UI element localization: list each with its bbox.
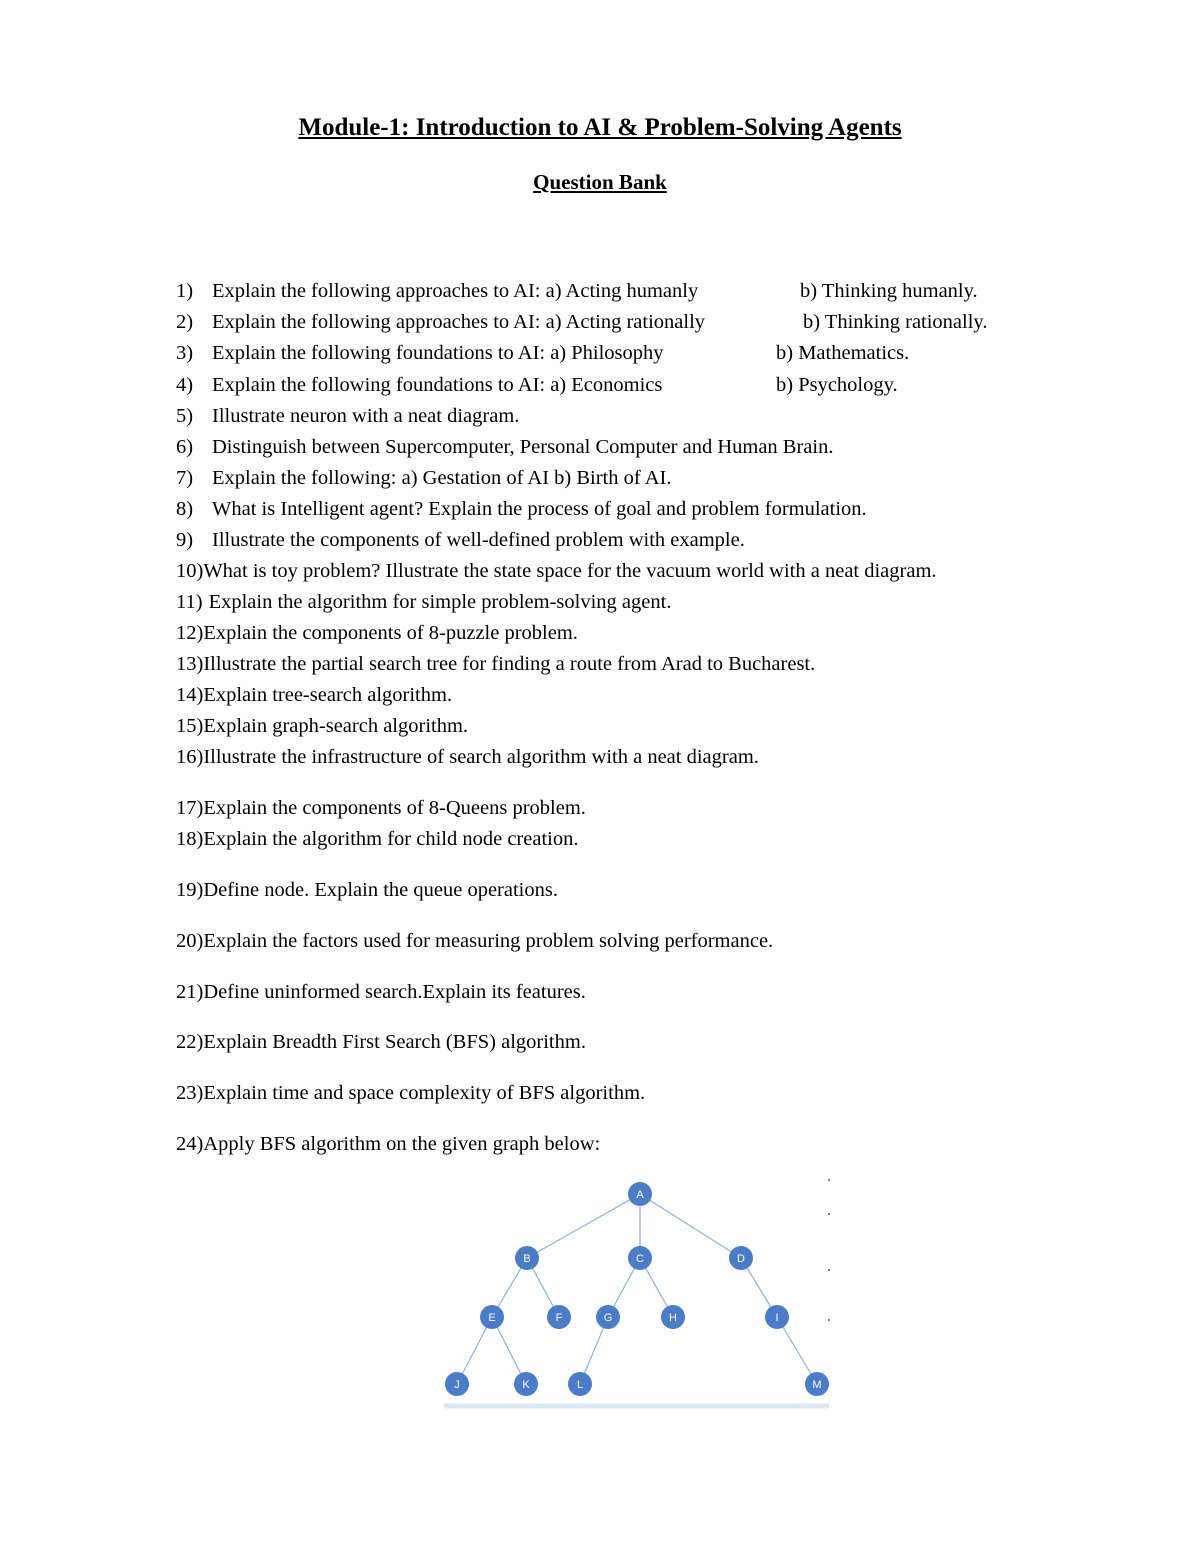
question-number: 5) [176, 405, 194, 427]
question-number: 7) [176, 467, 194, 489]
node-e [480, 1305, 504, 1329]
question-number: 19) [176, 879, 204, 901]
question-number: 21) [176, 981, 204, 1003]
node-l-label: L [576, 1379, 584, 1391]
question-19 [176, 878, 558, 902]
question-10 [176, 559, 937, 583]
question-number: 14) [176, 684, 204, 706]
edge-a-b [527, 1194, 640, 1258]
question-text: Explain the components of 8-Queens problem. [203, 797, 586, 819]
question-8 [176, 497, 867, 521]
page-subtitle: Question Bank [533, 170, 667, 194]
question-20 [176, 929, 773, 953]
question-text: Explain the following foundations to AI: a) Economics [212, 374, 663, 396]
question-number: 15) [176, 715, 204, 737]
question-text: Apply BFS algorithm on the given graph below: [203, 1133, 601, 1155]
question-6 [176, 435, 833, 459]
question-number: 8) [176, 498, 194, 520]
question-number: 3) [176, 342, 194, 364]
question-number: 18) [176, 828, 204, 850]
question-16 [176, 745, 759, 769]
question-number: 17) [176, 797, 204, 819]
question-text: What is Intelligent agent? Explain the process of goal and problem formulation. [212, 498, 867, 520]
node-c [628, 1246, 652, 1270]
node-g-label: G [603, 1312, 613, 1324]
question-number: 12) [176, 622, 204, 644]
question-number: 16) [176, 746, 204, 768]
question-text: Explain Breadth First Search (BFS) algorithm. [203, 1031, 586, 1053]
dot-2 [828, 1213, 830, 1215]
question-text: Explain the algorithm for simple problem-solving agent. [208, 591, 672, 613]
node-j [445, 1372, 469, 1396]
node-d [729, 1246, 753, 1270]
question-text: What is toy problem? Illustrate the state space for the vacuum world with a neat diagram. [203, 560, 937, 582]
node-k [514, 1372, 538, 1396]
question-24 [176, 1132, 600, 1156]
node-b [515, 1246, 539, 1270]
node-a [628, 1182, 652, 1206]
node-d-label: D [737, 1253, 745, 1265]
question-text: Illustrate the components of well-defined problem with example. [212, 529, 745, 551]
question-part-b: b) Mathematics. [776, 342, 910, 364]
question-text: Explain the following foundations to AI: a) Philosophy [212, 342, 664, 364]
node-h-label: H [669, 1312, 677, 1324]
question-text: Define node. Explain the queue operations. [203, 879, 558, 901]
node-a-label: A [636, 1189, 644, 1201]
question-text: Explain the following approaches to AI: a) Acting humanly [212, 280, 699, 302]
node-l [568, 1372, 592, 1396]
question-number: 9) [176, 529, 194, 551]
node-f [547, 1305, 571, 1329]
question-part-b: b) Thinking humanly. [800, 280, 978, 302]
question-text: Explain graph-search algorithm. [203, 715, 469, 737]
dot-1 [828, 1179, 830, 1181]
question-text: Explain the components of 8-puzzle problem. [203, 622, 578, 644]
question-23 [176, 1081, 645, 1105]
node-b-label: B [523, 1253, 531, 1265]
graph-edges [457, 1194, 817, 1384]
question-number: 6) [176, 436, 194, 458]
node-h [661, 1305, 685, 1329]
question-17 [176, 796, 586, 820]
question-3 [176, 341, 910, 365]
question-text: Explain the following: a) Gestation of AI b) Birth of AI. [212, 467, 672, 489]
question-text: Distinguish between Supercomputer, Personal Computer and Human Brain. [212, 436, 834, 458]
node-i-label: I [775, 1312, 779, 1324]
question-11 [176, 590, 671, 614]
question-9 [176, 528, 745, 552]
node-m-label: M [812, 1379, 822, 1391]
node-f-label: F [555, 1312, 563, 1324]
question-18 [176, 827, 578, 851]
node-m [805, 1372, 829, 1396]
question-number: 4) [176, 374, 194, 396]
bfs-tree-graph [440, 1170, 840, 1420]
question-number: 24) [176, 1133, 204, 1155]
question-1 [176, 279, 978, 303]
page-title: Module-1: Introduction to AI & Problem-Solving Agents [298, 114, 902, 141]
node-g [596, 1305, 620, 1329]
question-number: 20) [176, 930, 204, 952]
question-21 [176, 980, 586, 1004]
question-12 [176, 621, 578, 645]
question-number: 22) [176, 1031, 204, 1053]
question-text: Define uninformed search.Explain its features. [203, 981, 586, 1003]
dot-3 [828, 1269, 830, 1271]
question-number: 1) [176, 280, 194, 302]
question-text: Illustrate the infrastructure of search algorithm with a neat diagram. [203, 746, 759, 768]
question-part-b: b) Psychology. [776, 374, 898, 396]
node-c-label: C [636, 1253, 644, 1265]
question-2 [176, 310, 988, 334]
edge-dots [828, 1179, 830, 1321]
question-part-b: b) Thinking rationally. [803, 311, 988, 333]
question-5 [176, 404, 519, 428]
question-number: 2) [176, 311, 194, 333]
question-13 [176, 652, 815, 676]
question-text: Illustrate neuron with a neat diagram. [212, 405, 520, 427]
node-k-label: K [522, 1379, 530, 1391]
question-text: Illustrate the partial search tree for finding a route from Arad to Bucharest. [203, 653, 816, 675]
question-text: Explain tree-search algorithm. [203, 684, 453, 706]
dot-4 [828, 1319, 830, 1321]
node-e-label: E [488, 1312, 496, 1324]
question-text: Explain the algorithm for child node creation. [203, 828, 579, 850]
question-number: 23) [176, 1082, 204, 1104]
node-j-label: J [454, 1379, 460, 1391]
graph-nodes [445, 1182, 829, 1396]
edge-a-d [640, 1194, 741, 1258]
question-text: Explain the following approaches to AI: a) Acting rationally [212, 311, 706, 333]
question-number: 13) [176, 653, 204, 675]
question-number: 10) [176, 560, 204, 582]
question-22 [176, 1030, 586, 1054]
question-15 [176, 714, 468, 738]
question-7 [176, 466, 671, 490]
node-i [765, 1305, 789, 1329]
question-4 [176, 373, 898, 397]
question-number: 11) [176, 591, 203, 613]
question-text: Explain the factors used for measuring problem solving performance. [203, 930, 774, 952]
question-14 [176, 683, 452, 707]
question-text: Explain time and space complexity of BFS algorithm. [203, 1082, 646, 1104]
